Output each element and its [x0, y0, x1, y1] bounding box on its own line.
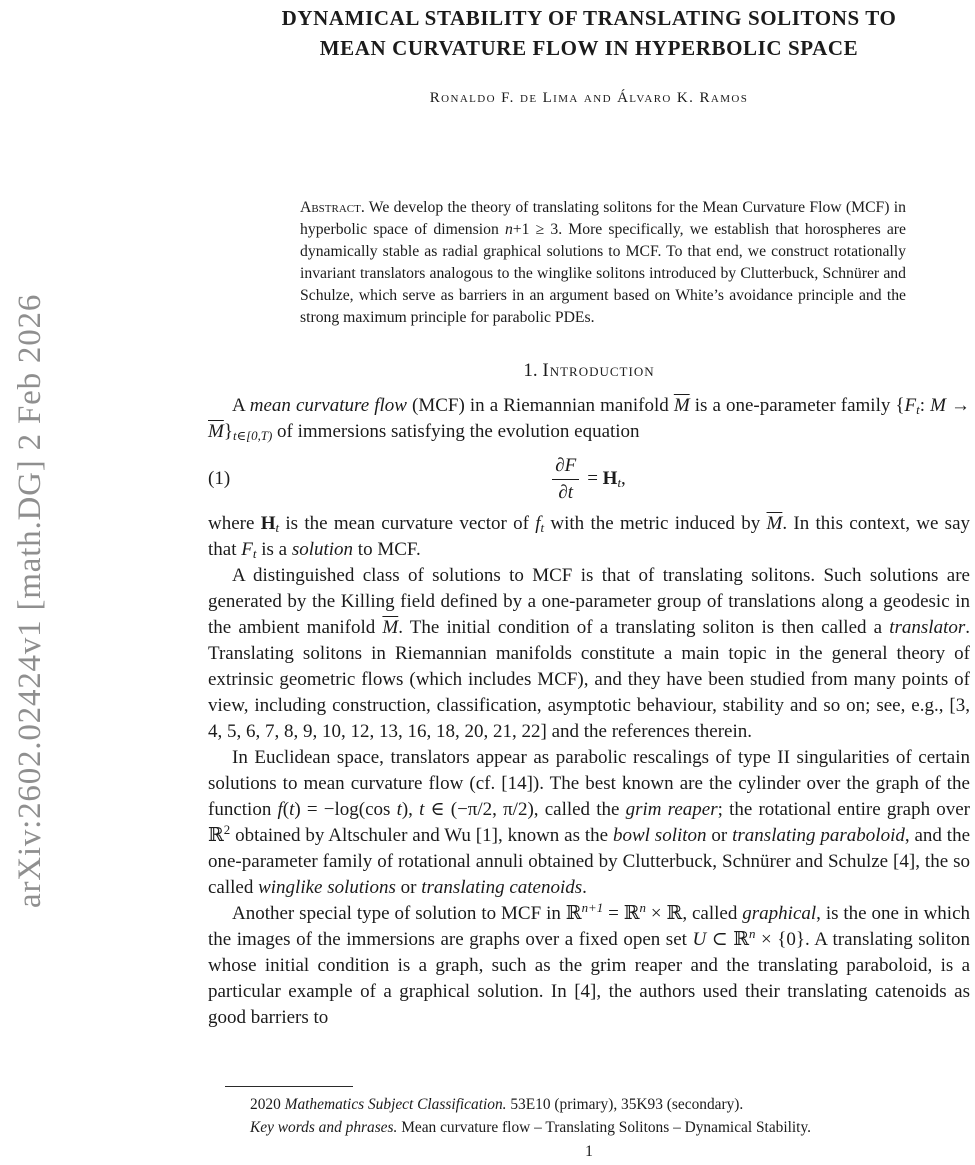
text-run: +1 ≥ 3. More specifically, we establish that horospheres are dynamically stable as radial graphical solutions to MCF. To that end, we construct rotationally invariant translators analogous to the winglike solitons introduced by Clutterbuck, Schnürer and Schulze, which serve as barriers in an argument based on White’s avoidance principle and the strong maximum principle for parabolic PDEs.: [300, 221, 906, 326]
section-heading: [208, 360, 970, 382]
text-run: bowl soliton: [612, 825, 707, 846]
fraction-denominator: ∂t: [558, 481, 574, 503]
equation-rhs: [587, 468, 626, 490]
text-run: .: [582, 877, 587, 898]
text-column: [208, 0, 971, 1160]
text-run: t: [916, 401, 920, 417]
text-run: $\overline{M}$: [673, 395, 690, 416]
text-run: Another special type of solution to MCF in ℝ: [232, 903, 582, 924]
text-run: with the metric induced by: [544, 513, 767, 534]
mean-curvature-vector: H: [602, 468, 618, 489]
equation-1: [208, 451, 970, 507]
text-run: . Translating solitons in Riemannian manifolds constitute a main topic in the general theory of extrinsic geometric flows (which includes MCF), and they have been studied from many points of view, including construction, classification, asymptotic behaviour, stability and so on; see, e.g., [3, 4, 5, 6, 7, 8, 9, 10, 12, 13, 16, 18, 20, 21, 22] and the references therein.: [208, 617, 970, 742]
text-run: translator: [889, 617, 966, 638]
page-number: 1: [585, 1143, 593, 1160]
text-run: of immersions satisfying the evolution equation: [272, 421, 640, 442]
text-run: translating catenoids: [421, 877, 583, 898]
text-run: obtained by Altschuler and Wu [1], known as the: [230, 825, 613, 846]
text-run: U: [692, 929, 707, 950]
text-run: (: [282, 799, 290, 820]
text-run: $\overline{M}$: [766, 513, 783, 534]
text-run: t: [419, 799, 425, 820]
text-run: t: [540, 519, 545, 535]
text-run: 53E10 (primary), 35K93 (secondary).: [506, 1096, 744, 1113]
text-run: →: [945, 395, 971, 416]
text-run: × ℝ, called: [646, 903, 743, 924]
text-run: t∈[0,T): [232, 427, 273, 443]
text-run: where: [208, 513, 261, 534]
text-run: . In this context, we say that: [208, 513, 971, 560]
text-run: n: [749, 925, 756, 941]
paragraph-5: [208, 901, 970, 1031]
section-number: 1.: [523, 360, 538, 381]
text-run: is a one-parameter family {: [689, 395, 905, 416]
abstract: [300, 197, 906, 329]
paper-title-line2: MEAN CURVATURE FLOW IN HYPERBOLIC SPACE: [319, 36, 859, 60]
paragraph-1: [208, 393, 970, 445]
text-run: In Euclidean space, translators appear as parabolic rescalings of type II singularities of certain solutions to mean curvature flow (cf. [14]). The best known are the cylinder over the graph of the function: [208, 747, 970, 820]
equation-fraction: [552, 455, 579, 504]
text-run: f: [535, 513, 541, 534]
footnote-msc: [208, 1093, 970, 1116]
text-run: t: [275, 519, 280, 535]
text-run: t: [396, 799, 402, 820]
footnote-keywords: [208, 1116, 970, 1139]
text-run: ) = −log(cos: [294, 799, 397, 820]
text-run: is the mean curvature vector of: [279, 513, 536, 534]
text-run: H: [260, 513, 276, 534]
text-run: A distinguished class of solutions to MCF is that of translating solitons. Such solutions are generated by the Killing field defined by a one-parameter group of translations along a geodesic in the ambient manifold: [208, 565, 970, 638]
text-run: We develop the theory of translating solitons for the Mean Curvature Flow (MCF) in hyperbolic space of dimension: [300, 199, 906, 238]
text-run: n+1: [581, 899, 604, 915]
text-run: ⊂ ℝ: [706, 929, 750, 950]
text-run: (MCF) in a Riemannian manifold: [406, 395, 674, 416]
text-run: $\overline{M}$: [382, 617, 399, 638]
text-run: :: [919, 395, 931, 416]
text-run: t: [252, 545, 257, 561]
text-run: grim reaper: [625, 799, 718, 820]
paragraph-3: [208, 563, 970, 745]
text-run: = ℝ: [603, 903, 640, 924]
text-run: F: [241, 539, 253, 560]
text-run: is a: [256, 539, 292, 560]
text-run: f: [277, 799, 283, 820]
paragraph-2: [208, 511, 970, 563]
text-run: solution: [291, 539, 354, 560]
text-run: , is the one in which the images of the immersions are graphs over a fixed open set: [208, 903, 971, 950]
text-run: to MCF.: [353, 539, 421, 560]
text-run: × {0}. A translating soliton whose initial condition is a graph, such as the grim reaper and the translating paraboloid, is a particular example of a graphical solution. In [4], the authors used their translating catenoids as good barriers to: [208, 929, 970, 1028]
text-run: $\overline{M}$: [208, 421, 224, 442]
text-run: , and the one-parameter family of rotational annuli obtained by Clutterbuck, Schnürer and Schulze [4], the so called: [208, 825, 971, 898]
fraction-numerator: ∂F: [552, 455, 579, 480]
text-run: Mathematics Subject Classification.: [284, 1096, 507, 1113]
footnote-rule: [225, 1086, 353, 1087]
paper-title: [208, 3, 970, 63]
text-run: n: [504, 221, 513, 238]
vector-subscript: t: [617, 474, 622, 490]
text-run: F: [904, 395, 917, 416]
text-run: or: [395, 877, 422, 898]
equation-number: (1): [208, 468, 231, 489]
text-run: M: [930, 395, 946, 416]
text-run: Mean curvature flow – Translating Solitons – Dynamical Stability.: [397, 1119, 812, 1136]
text-run: ; the rotational entire graph over ℝ: [208, 799, 971, 846]
text-run: Key words and phrases.: [250, 1119, 398, 1136]
section-title: Introduction: [542, 360, 655, 381]
equation-trailing-comma: ,: [621, 468, 626, 489]
text-run: or: [706, 825, 733, 846]
paragraph-4: [208, 745, 970, 901]
text-run: }: [223, 421, 233, 442]
text-run: 2: [223, 821, 231, 837]
text-run: n: [639, 899, 646, 915]
text-run: 2020: [250, 1096, 285, 1113]
arxiv-watermark: arXiv:2602.02424v1 [math.DG] 2 Feb 2026: [12, 293, 48, 908]
text-run: mean curvature flow: [249, 395, 407, 416]
text-run: Abstract.: [300, 199, 365, 216]
text-run: translating paraboloid: [732, 825, 905, 846]
text-run: A: [232, 395, 250, 416]
equals-sign: =: [587, 468, 598, 489]
text-run: ),: [401, 799, 420, 820]
text-run: winglike solutions: [258, 877, 396, 898]
footnote-block: [208, 1086, 970, 1139]
text-run: graphical: [742, 903, 817, 924]
authors: Ronaldo F. de Lima and Álvaro K. Ramos: [429, 90, 749, 106]
paper-title-line1: DYNAMICAL STABILITY OF TRANSLATING SOLITONS TO: [281, 6, 897, 30]
text-run: . The initial condition of a translating soliton is then called a: [398, 617, 890, 638]
text-run: ∈ (−π/2, π/2), called the: [424, 799, 626, 820]
text-run: t: [289, 799, 295, 820]
